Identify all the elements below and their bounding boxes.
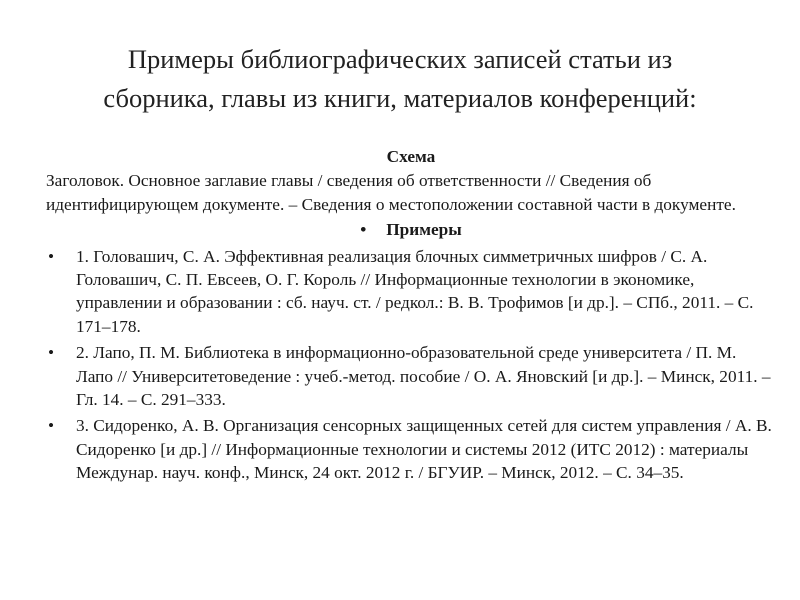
- examples-list: [46, 245, 776, 485]
- examples-heading: [46, 218, 776, 241]
- examples-heading-label: Примеры: [386, 220, 462, 240]
- bullet-icon: •: [48, 416, 55, 436]
- slide-title-line-2: сборника, главы из книги, материалов конференций:: [103, 83, 697, 113]
- list-item: [46, 341, 776, 411]
- list-item: [46, 414, 776, 484]
- bullet-icon: •: [48, 343, 55, 363]
- schema-text: Заголовок. Основное заглавие главы / сведения об ответственности // Сведения об идентифицирующем документе. – Сведения о местоположении составной части в документе.: [46, 171, 736, 214]
- slide-title: [30, 40, 770, 118]
- slide-content: [46, 145, 776, 488]
- bullet-icon: •: [48, 246, 55, 266]
- example-text: 1. Головашич, С. А. Эффективная реализация блочных симметричных шифров / С. А. Головашич, С. П. Евсеев, О. Г. Король // Информационные технологии в экономике, управлении и образовании : сб. науч. ст. / редкол.: В. В. Трофимов [и др.]. – СПб., 2011. – С. 171–178.: [76, 246, 754, 336]
- schema-heading: Схема: [386, 147, 436, 166]
- list-item: [46, 245, 776, 339]
- example-text: 2. Лапо, П. М. Библиотека в информационно-образовательной среде университета / П. М. Лапо // Университетоведение : учеб.-метод. пособие / О. А. Яновский [и др.]. – Минск, 2011. – Гл. 14. – С. 291–333.: [76, 343, 771, 410]
- slide-title-line-1: Примеры библиографических записей статьи из: [127, 44, 673, 74]
- example-text: 3. Сидоренко, А. В. Организация сенсорных защищенных сетей для систем управления / А. В. Сидоренко [и др.] // Информационные технологии и системы 2012 (ИТС 2012) : материалы Междунар. науч. конф., Минск, 24 окт. 2012 г. / БГУИР. – Минск, 2012. – С. 34–35.: [76, 416, 772, 483]
- bullet-icon: •: [360, 220, 367, 240]
